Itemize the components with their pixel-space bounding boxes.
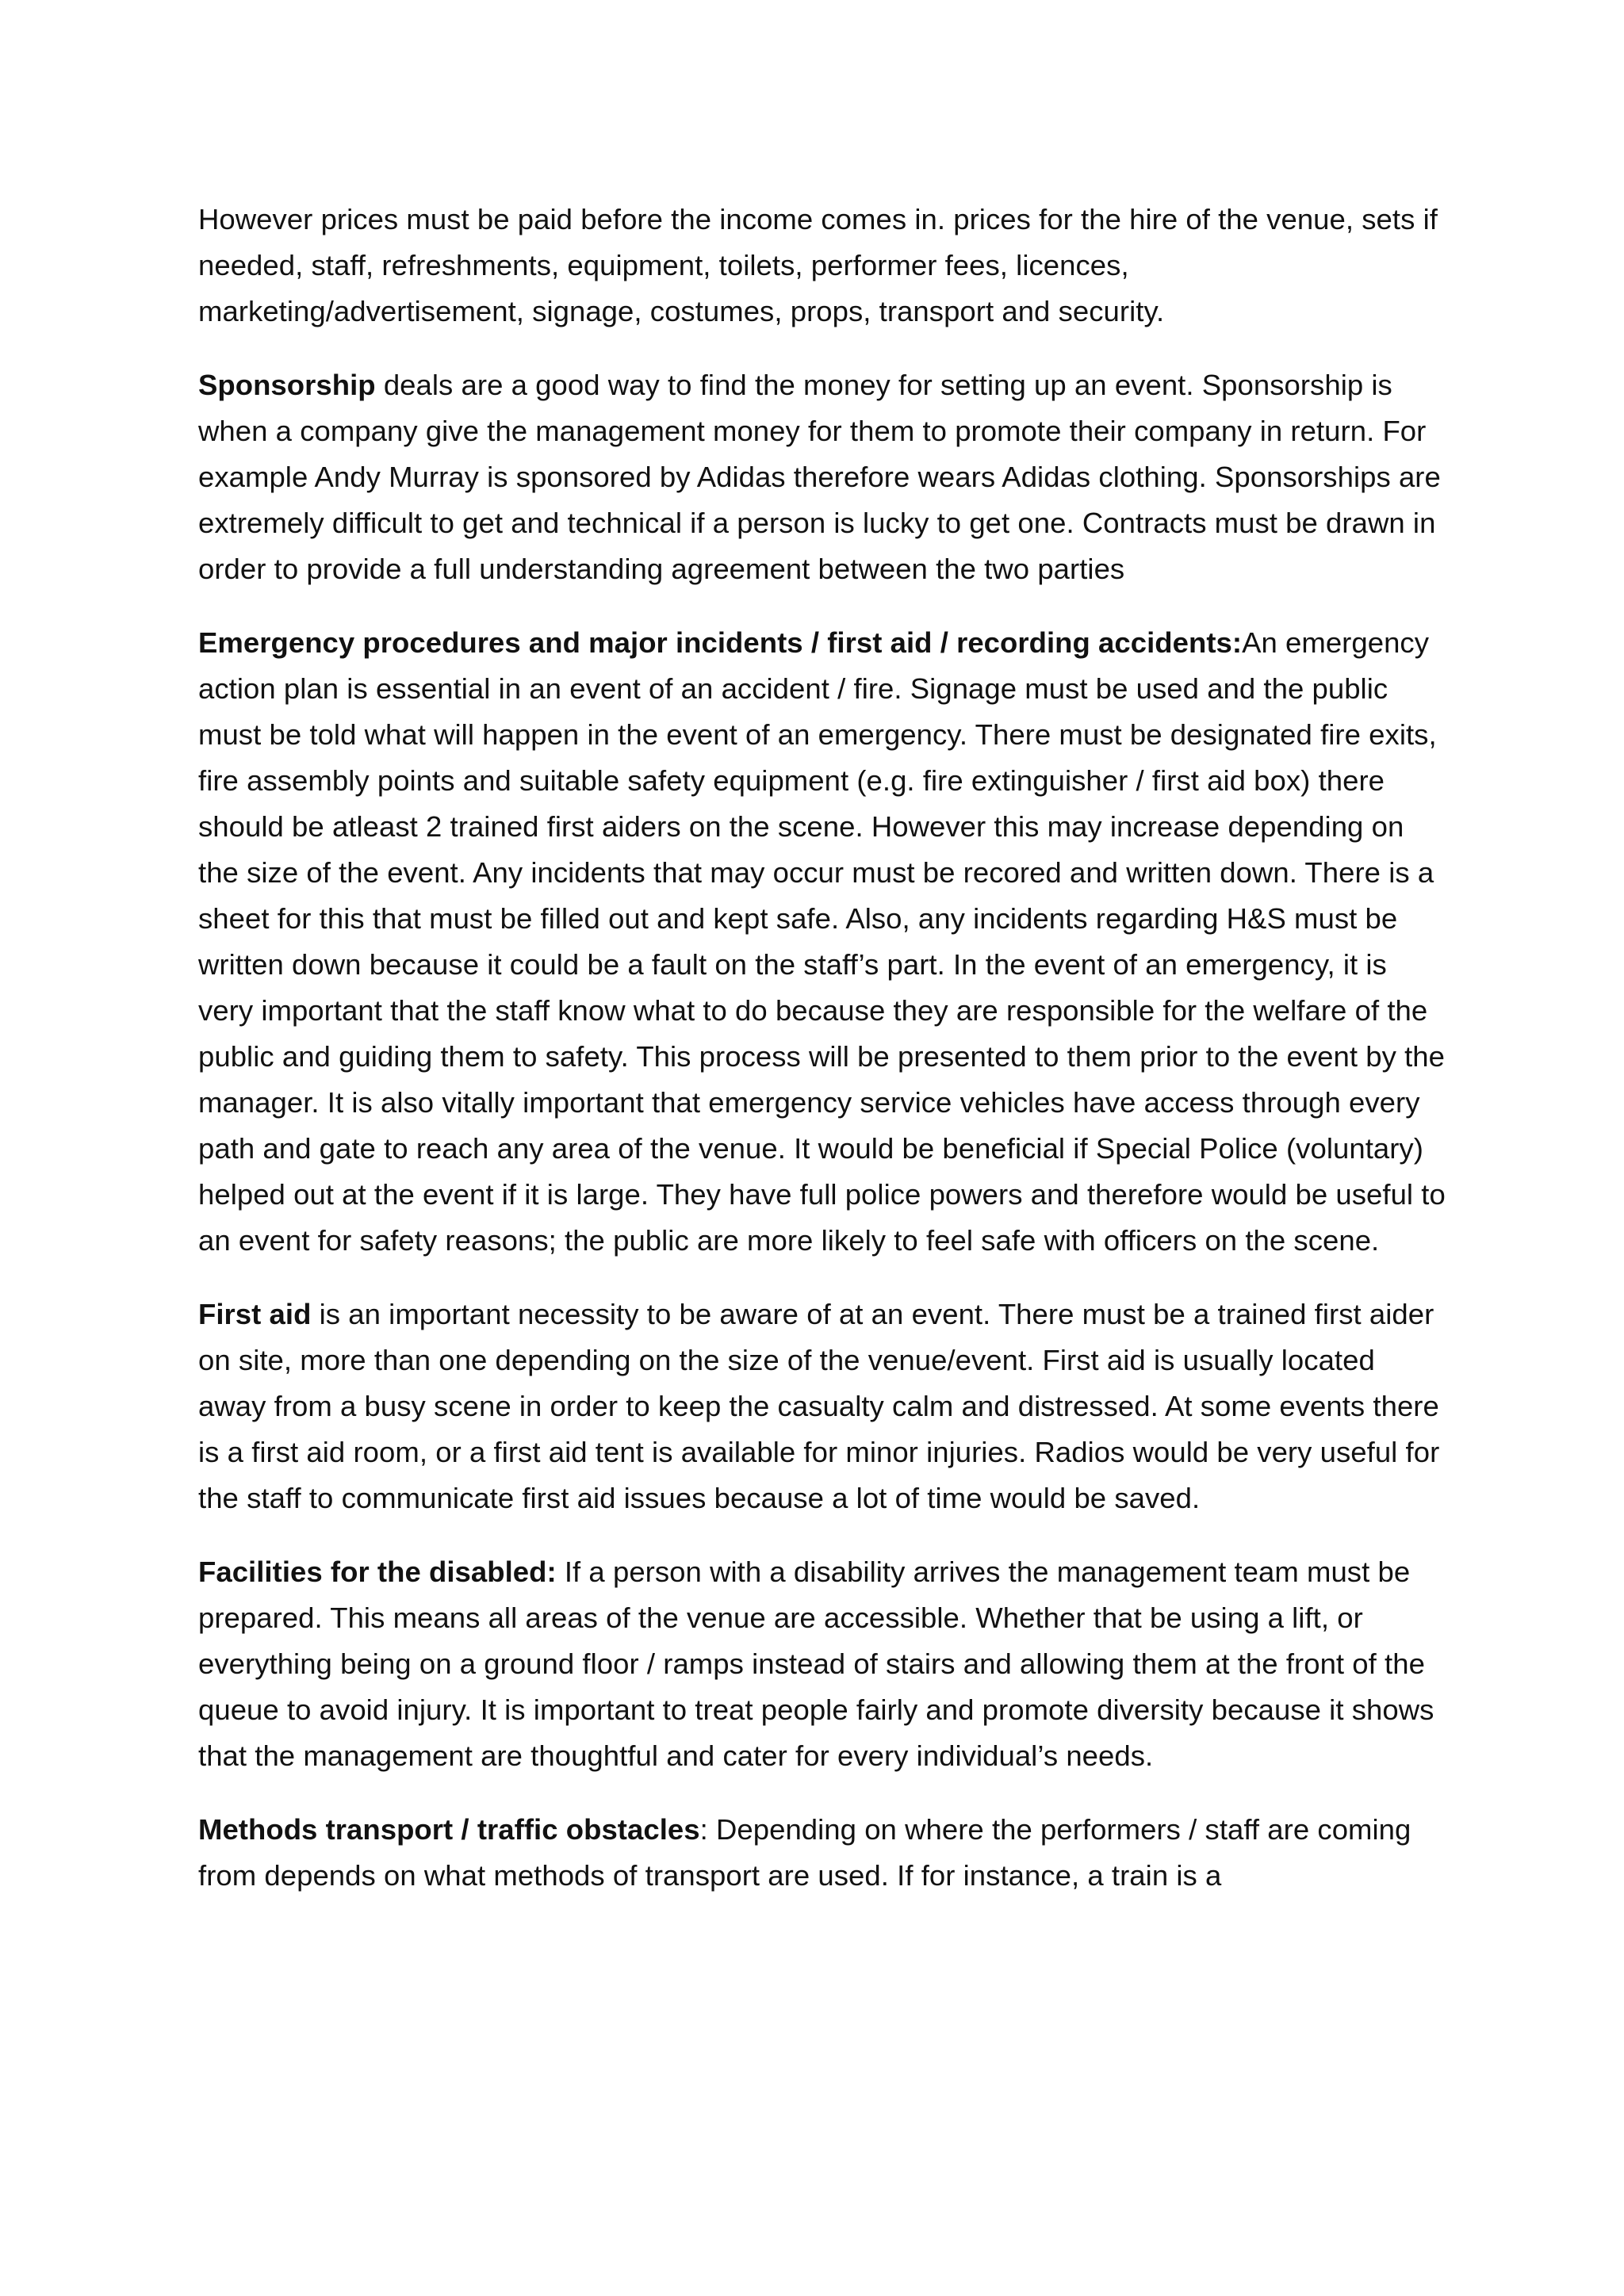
paragraph-disabled-facilities	[198, 1549, 1448, 1779]
paragraph-heading: Emergency procedures and major incidents / first aid / recording accidents:	[198, 626, 1243, 659]
document-page	[198, 197, 1448, 1927]
paragraph-costs	[198, 197, 1448, 335]
paragraph-heading: Methods transport / traffic obstacles	[198, 1813, 700, 1846]
paragraph-text: An emergency action plan is essential in an event of an accident / fire. Signage must be used and the public must be told what will happen in the event of an emergency. There must be designated fire exits, fire assembly points and suitable safety equipment (e.g. fire extinguisher / first aid box) there should be atleast 2 trained first aiders on the scene. However this may increase depending on the size of the event. Any incidents that may occur must be recored and written down. There is a sheet for this that must be filled out and kept safe. Also, any incidents regarding H&S must be written down because it could be a fault on the staff’s part. In the event of an emergency, it is very important that the staff know what to do because they are responsible for the welfare of the public and guiding them to safety. This process will be presented to them prior to the event by the manager. It is also vitally important that emergency service vehicles have access through every path and gate to reach any area of the venue. It would be beneficial if Special Police (voluntary) helped out at the event if it is large. They have full police powers and therefore would be useful to an event for safety reasons; the public are more likely to feel safe with officers on the scene.	[198, 626, 1446, 1257]
paragraph-text: However prices must be paid before the income comes in. prices for the hire of the venue, sets if needed, staff, refreshments, equipment, toilets, performer fees, licences, marketing/advertisement, signage, costumes, props, transport and security.	[198, 203, 1438, 327]
paragraph-emergency-procedures	[198, 620, 1448, 1264]
paragraph-sponsorship	[198, 362, 1448, 592]
paragraph-heading: Sponsorship	[198, 369, 376, 401]
paragraph-text: deals are a good way to find the money for setting up an event. Sponsorship is when a company give the management money for them to promote their company in return. For example Andy Murray is sponsored by Adidas therefore wears Adidas clothing. Sponsorships are extremely difficult to get and technical if a person is lucky to get one. Contracts must be drawn in order to provide a full understanding agreement between the two parties	[198, 369, 1441, 585]
paragraph-first-aid	[198, 1292, 1448, 1521]
paragraph-heading: Facilities for the disabled:	[198, 1556, 557, 1588]
paragraph-heading: First aid	[198, 1298, 312, 1330]
paragraph-text: If a person with a disability arrives the management team must be prepared. This means all areas of the venue are accessible. Whether that be using a lift, or everything being on a ground floor / ramps instead of stairs and allowing them at the front of the queue to avoid injury. It is important to treat people fairly and promote diversity because it shows that the management are thoughtful and cater for every individual’s needs.	[198, 1556, 1434, 1772]
paragraph-text: : Depending on where the performers / staff are coming from depends on what methods of transport are used. If for instance, a train is a	[198, 1813, 1411, 1892]
paragraph-text: is an important necessity to be aware of at an event. There must be a trained first aider on site, more than one depending on the size of the venue/event. First aid is usually located away from a busy scene in order to keep the casualty calm and distressed. At some events there is a first aid room, or a first aid tent is available for minor injuries. Radios would be very useful for the staff to communicate first aid issues because a lot of time would be saved.	[198, 1298, 1440, 1514]
paragraph-transport	[198, 1807, 1448, 1899]
